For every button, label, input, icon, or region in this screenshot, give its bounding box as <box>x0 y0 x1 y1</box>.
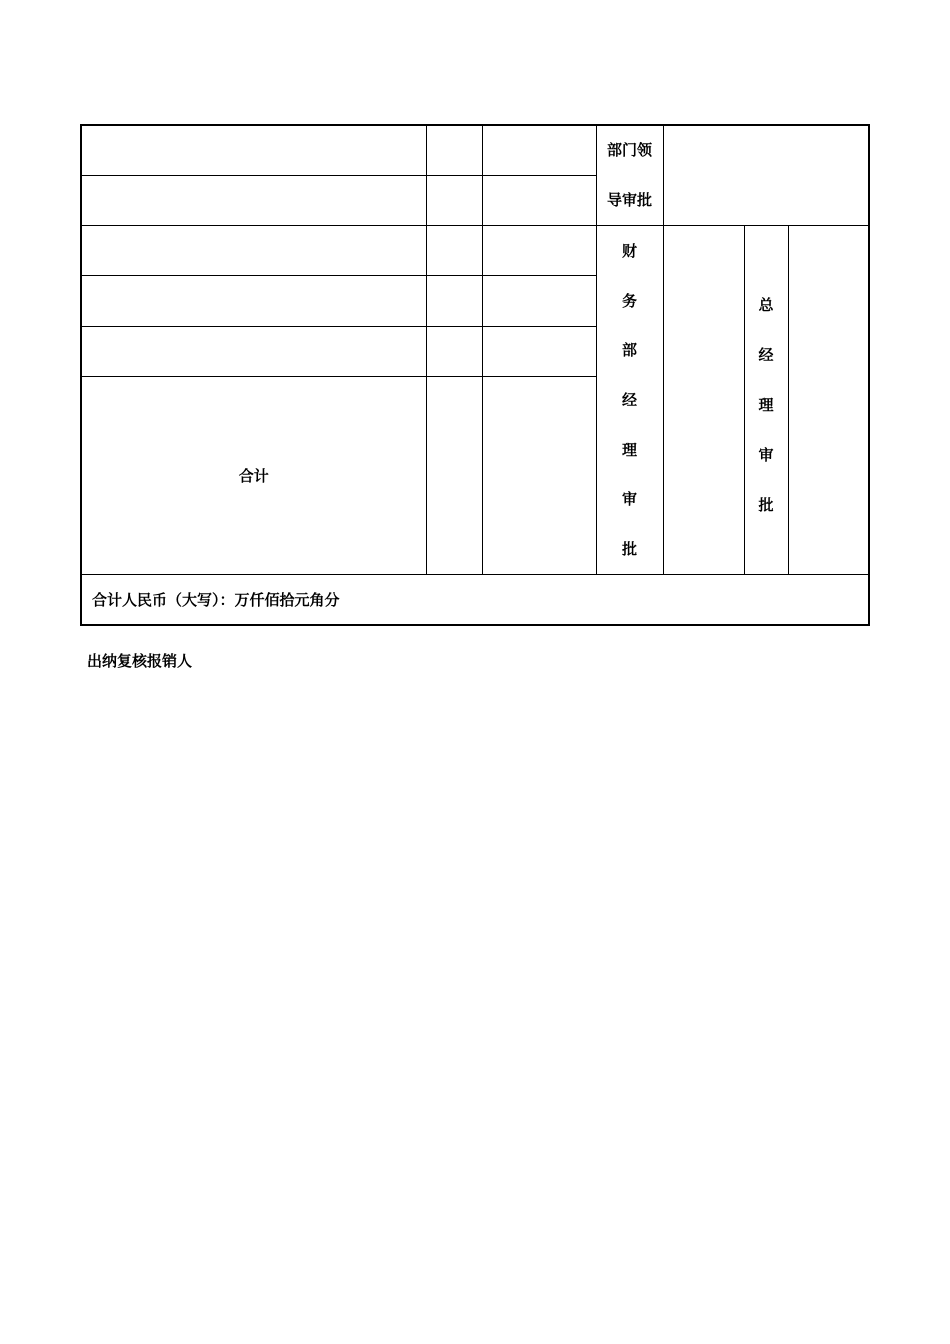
item-description-cell[interactable] <box>81 125 426 176</box>
item-description-cell[interactable] <box>81 276 426 326</box>
finance-label-char: 理 <box>621 440 637 459</box>
total-rmb-row <box>81 575 869 626</box>
item-count-cell[interactable] <box>426 276 482 326</box>
total-rmb-label: 合计人民币（大写）：万仟佰拾元角分 <box>81 575 869 626</box>
item-description-cell[interactable] <box>81 176 426 226</box>
dept-leader-label-line-2: 导审批 <box>606 190 652 209</box>
total-count-cell[interactable] <box>426 377 482 575</box>
finance-label-char: 财 <box>621 241 637 260</box>
gm-label-char: 理 <box>758 396 774 414</box>
finance-label-char: 务 <box>621 291 637 310</box>
finance-label-char: 经 <box>621 390 637 409</box>
table-row <box>81 125 869 176</box>
item-amount-cell[interactable] <box>482 125 596 176</box>
finance-label-char: 部 <box>621 341 637 360</box>
dept-leader-label-line-1: 部门领 <box>606 141 652 160</box>
gm-label-char: 批 <box>758 496 774 514</box>
item-amount-cell[interactable] <box>482 226 596 276</box>
finance-label-char: 审 <box>621 490 637 509</box>
gm-label-char: 经 <box>758 346 774 364</box>
item-amount-cell[interactable] <box>482 176 596 226</box>
finance-manager-approval-field[interactable] <box>663 226 744 575</box>
reimbursement-form-table <box>80 124 870 626</box>
general-manager-approval-label <box>744 226 788 575</box>
item-description-cell[interactable] <box>81 226 426 276</box>
item-amount-cell[interactable] <box>482 276 596 326</box>
item-count-cell[interactable] <box>426 326 482 376</box>
total-amount-cell[interactable] <box>482 377 596 575</box>
dept-leader-approval-field[interactable] <box>663 125 869 226</box>
item-amount-cell[interactable] <box>482 326 596 376</box>
finance-manager-approval-label <box>596 226 663 575</box>
total-label: 合计 <box>81 377 426 575</box>
general-manager-approval-field[interactable] <box>788 226 869 575</box>
item-description-cell[interactable] <box>81 326 426 376</box>
item-count-cell[interactable] <box>426 226 482 276</box>
item-count-cell[interactable] <box>426 176 482 226</box>
finance-label-char: 批 <box>621 540 637 559</box>
item-count-cell[interactable] <box>426 125 482 176</box>
dept-leader-approval-label <box>596 125 663 226</box>
gm-label-char: 总 <box>758 296 774 314</box>
table-row <box>81 226 869 276</box>
signature-line: 出纳复核报销人 <box>87 652 193 670</box>
gm-label-char: 审 <box>758 446 774 464</box>
